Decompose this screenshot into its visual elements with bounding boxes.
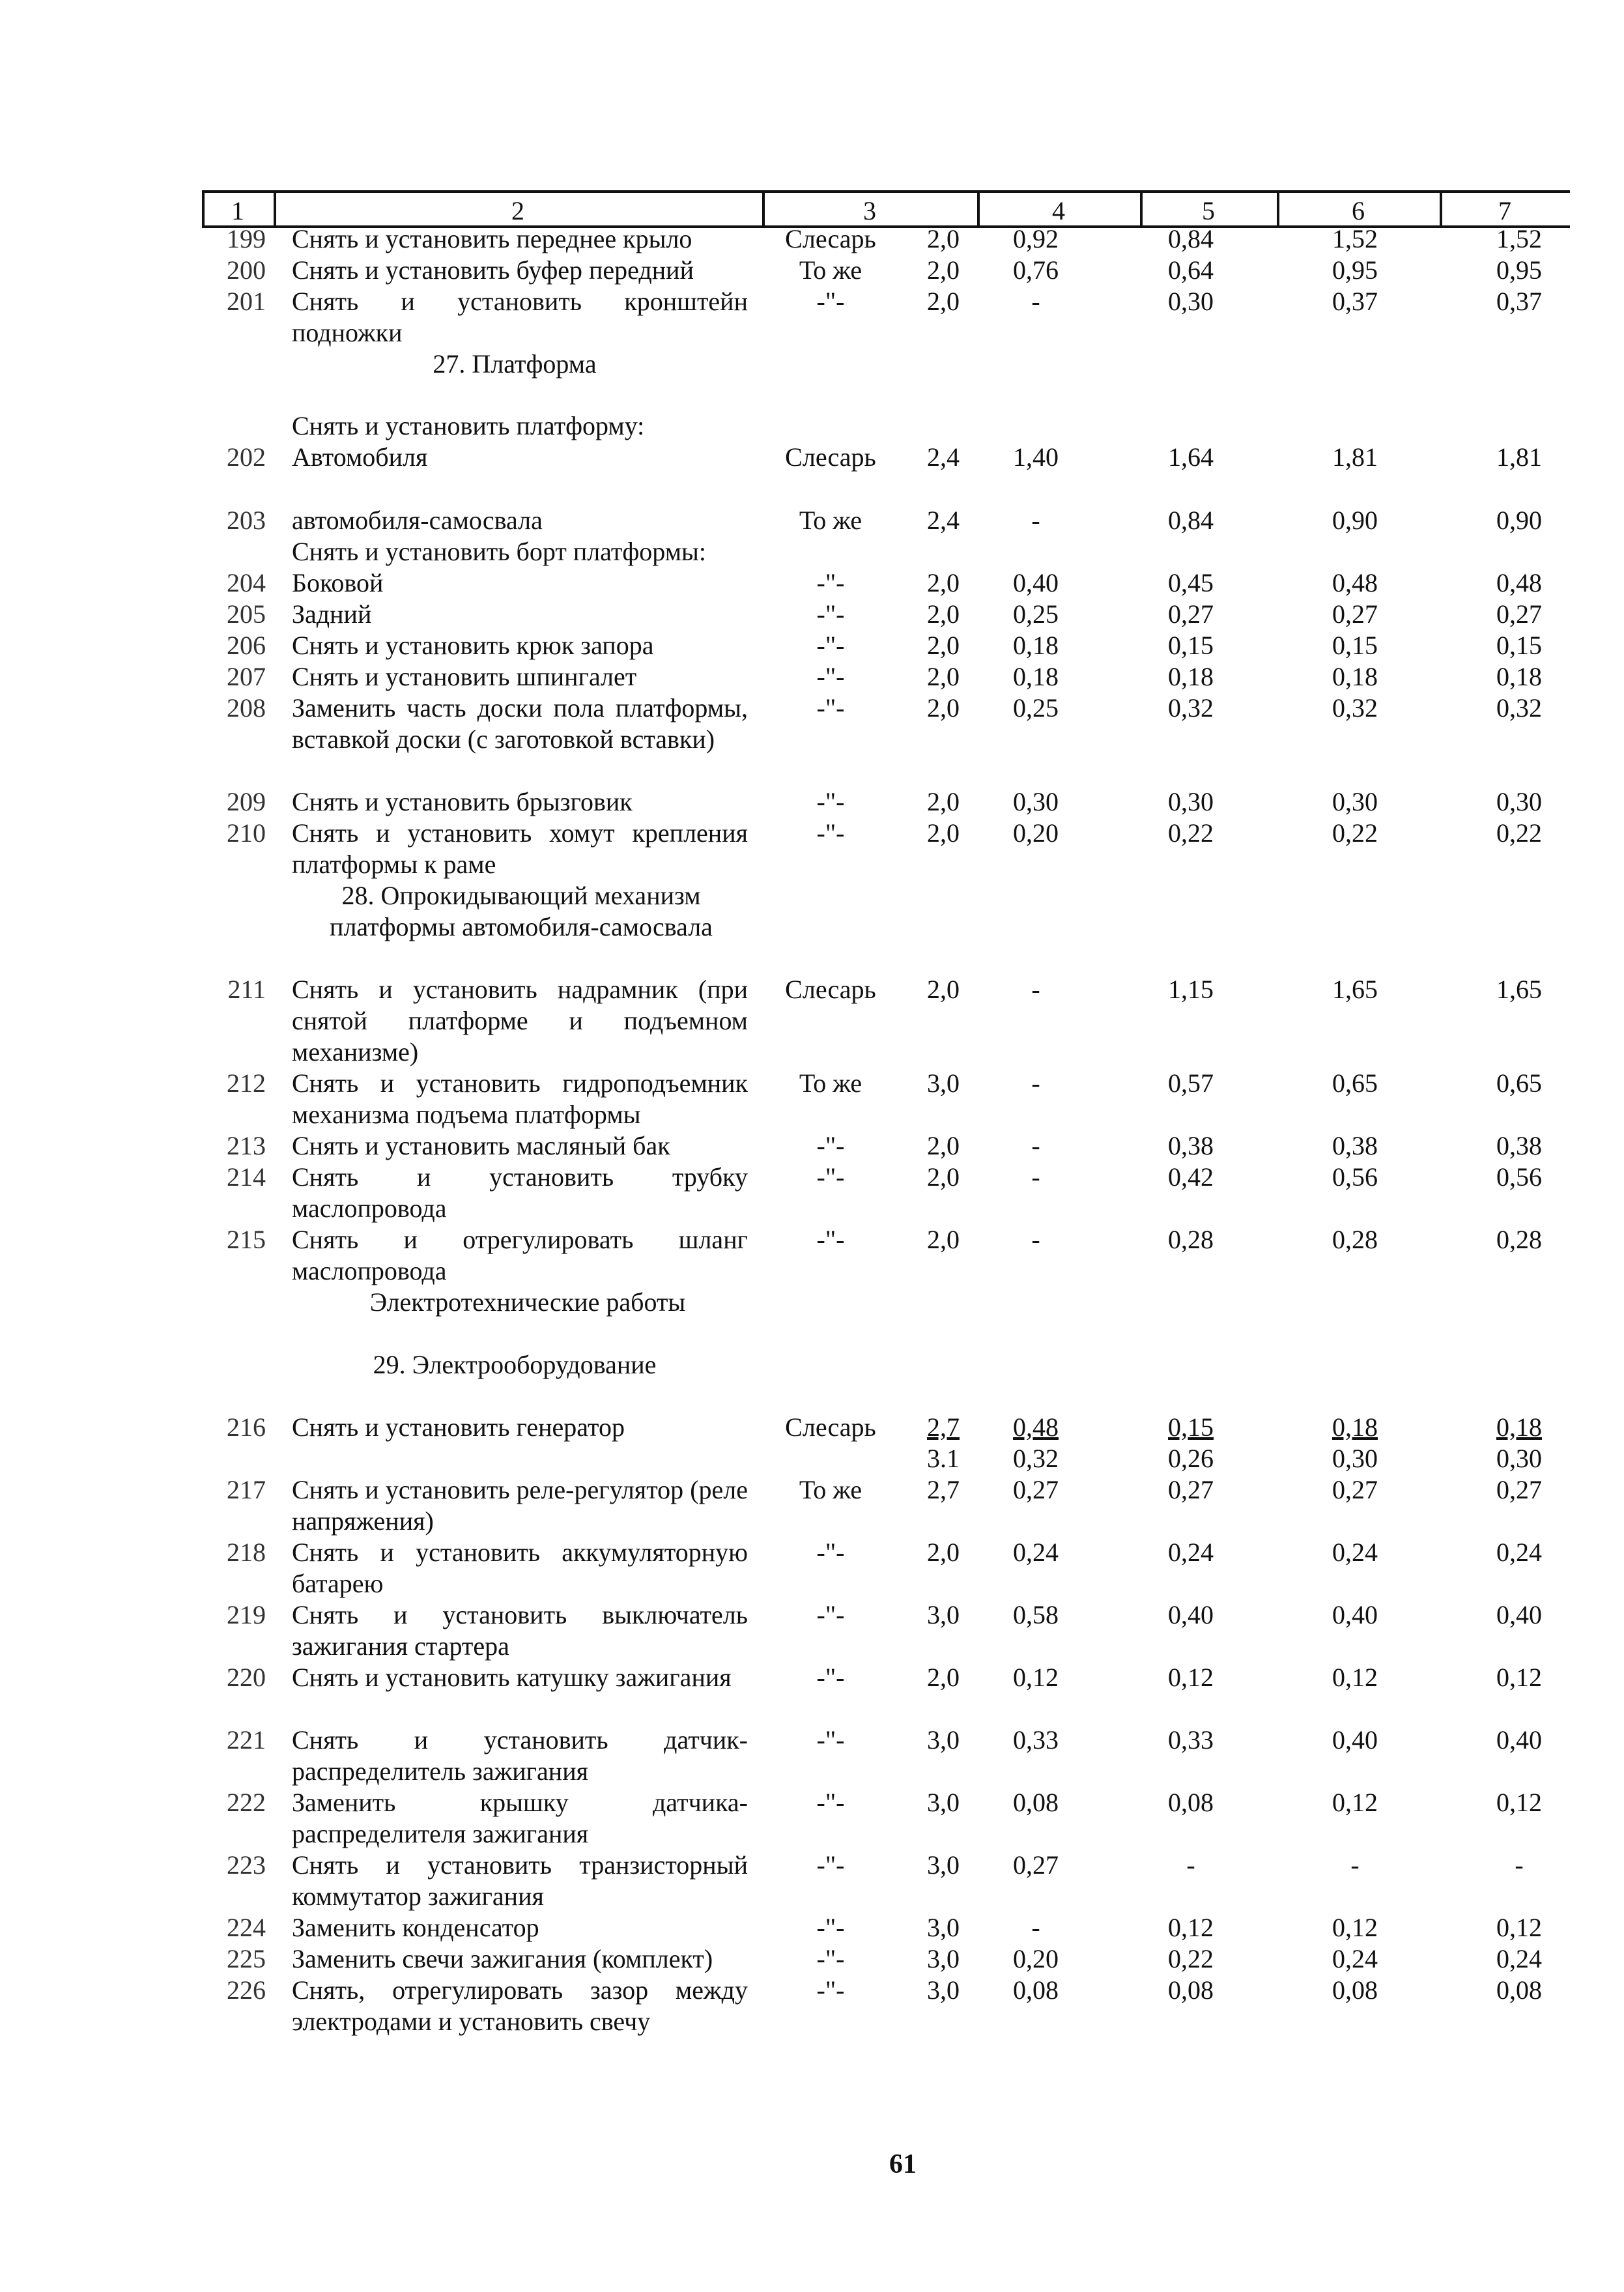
- col5-value: 0,40: [1168, 1600, 1214, 1629]
- page-number: 61: [889, 2149, 917, 2179]
- grade-value: 3,0: [927, 1788, 960, 1817]
- col6-value: 0,27: [1332, 1475, 1378, 1504]
- worker-type: -"-: [816, 1162, 845, 1192]
- col4-value: 0,33: [1013, 1725, 1059, 1755]
- col5-value: 0,30: [1168, 287, 1214, 316]
- col5-value: 0,08: [1168, 1975, 1214, 2005]
- worker-type: -"-: [816, 1131, 845, 1160]
- worker-type: -"-: [816, 1788, 845, 1817]
- work-description: Снять и установить датчик-распределитель зажигания: [292, 1725, 748, 1786]
- col4-value: 0,20: [1013, 818, 1059, 848]
- col6-value: 0,38: [1332, 1131, 1378, 1160]
- worker-type: Слесарь: [785, 1412, 876, 1442]
- col4-value: -: [1031, 1131, 1040, 1160]
- work-description: Снять и установить генератор: [292, 1412, 625, 1442]
- col6-value: 0,12: [1332, 1663, 1378, 1692]
- header-col-2: 2: [511, 196, 524, 225]
- col7-value: 0,38: [1496, 1131, 1542, 1160]
- worker-type: -"-: [816, 568, 845, 597]
- col7-value: 0,24: [1496, 1944, 1542, 1973]
- col5-value: 0,42: [1168, 1162, 1214, 1192]
- col5-value: 0,15: [1168, 631, 1214, 660]
- row-number: 199: [227, 224, 266, 253]
- col6-value: 0,15: [1332, 631, 1378, 660]
- work-description: Снять и установить кронштейн подножки: [292, 287, 748, 347]
- col4-value: 0,27: [1013, 1850, 1059, 1880]
- col5-value: 0,32: [1168, 693, 1214, 723]
- work-description: Снять и установить выключатель зажигания стартера: [292, 1600, 748, 1661]
- col7-value-alt: 0,30: [1496, 1444, 1542, 1473]
- work-description: Снять и установить переднее крыло: [292, 224, 692, 253]
- header-col-1: 1: [231, 196, 244, 225]
- col7-value: 0,18: [1496, 662, 1542, 691]
- col7-value: 0,95: [1496, 255, 1542, 285]
- row-number: 206: [227, 631, 266, 660]
- col5-value: 0,27: [1168, 1475, 1214, 1504]
- work-description: Заменить часть доски пола платформы, вставкой доски (с заготовкой вставки): [292, 693, 748, 754]
- col5-value: 0,57: [1168, 1068, 1214, 1098]
- row-number: 218: [227, 1538, 266, 1567]
- grade-value: 2,0: [927, 818, 960, 848]
- row-number: 210: [227, 818, 266, 848]
- row-number: 212: [227, 1068, 266, 1098]
- col4-value: 0,48: [1013, 1412, 1059, 1442]
- section-title-27: 27. Платформа: [433, 349, 597, 379]
- worker-type: Слесарь: [785, 975, 876, 1004]
- col5-value: 0,64: [1168, 255, 1214, 285]
- col7-value: 0,90: [1496, 506, 1542, 535]
- grade-value: 2,4: [927, 506, 960, 535]
- col5-value: 0,08: [1168, 1788, 1214, 1817]
- work-description: Снять и установить надрамник (при снятой платформе и подъемном механизме): [292, 975, 748, 1067]
- grade-value: 2,0: [927, 975, 960, 1004]
- col5-value: 0,24: [1168, 1538, 1214, 1567]
- worker-type: -"-: [816, 599, 845, 629]
- subsection-title: Снять и установить борт платформы:: [292, 537, 706, 566]
- worker-type: -"-: [816, 1225, 845, 1254]
- work-description: автомобиля-самосвала: [292, 506, 543, 535]
- col6-value: 0,12: [1332, 1788, 1378, 1817]
- col4-value: 0,40: [1013, 568, 1059, 597]
- col4-value: 0,25: [1013, 693, 1059, 723]
- col4-value-alt: 0,32: [1013, 1444, 1059, 1473]
- grade-value: 2,0: [927, 1131, 960, 1160]
- col5-value: 0,27: [1168, 599, 1214, 629]
- row-number: 223: [227, 1850, 266, 1880]
- grade-value: 3,0: [927, 1913, 960, 1942]
- col5-value-alt: 0,26: [1168, 1444, 1214, 1473]
- worker-type: -"-: [816, 693, 845, 723]
- row-number: 207: [227, 662, 266, 691]
- worker-type: То же: [799, 1068, 862, 1098]
- col5-value: 0,18: [1168, 662, 1214, 691]
- col4-value: 0,08: [1013, 1975, 1059, 2005]
- grade-value: 2,0: [927, 1663, 960, 1692]
- worker-type: -"-: [816, 1600, 845, 1629]
- table-header: [202, 190, 1570, 228]
- col6-value: -: [1350, 1850, 1360, 1880]
- col4-value: -: [1031, 287, 1040, 316]
- work-description: Снять и установить буфер передний: [292, 255, 694, 285]
- work-description: Заменить конденсатор: [292, 1913, 539, 1942]
- col5-value: 1,64: [1168, 442, 1214, 472]
- worker-type: -"-: [816, 1725, 845, 1755]
- col6-value: 0,90: [1332, 506, 1378, 535]
- row-number: 225: [227, 1944, 266, 1973]
- grade-value: 3,0: [927, 1944, 960, 1973]
- col4-value: 0,18: [1013, 631, 1059, 660]
- row-number: 208: [227, 693, 266, 723]
- work-description: Автомобиля: [292, 442, 428, 472]
- grade-value: 2,0: [927, 287, 960, 316]
- col7-value: 0,32: [1496, 693, 1542, 723]
- work-description: Снять и установить шпингалет: [292, 662, 637, 691]
- worker-type: -"-: [816, 662, 845, 691]
- worker-type: То же: [799, 1475, 862, 1504]
- row-number: 221: [227, 1725, 266, 1755]
- col5-value: 0,12: [1168, 1913, 1214, 1942]
- col4-value: 0,30: [1013, 787, 1059, 816]
- work-description: Боковой: [292, 568, 384, 597]
- col7-value: 0,30: [1496, 787, 1542, 816]
- row-number: 215: [227, 1225, 266, 1254]
- col4-value: 0,27: [1013, 1475, 1059, 1504]
- worker-type: -"-: [816, 818, 845, 848]
- col7-value: 0,27: [1496, 599, 1542, 629]
- grade-value: 2,0: [927, 787, 960, 816]
- section-title-28: 28. Опрокидывающий механизм: [341, 881, 701, 910]
- col7-value: 0,65: [1496, 1068, 1542, 1098]
- grade-value: 2,0: [927, 631, 960, 660]
- col6-value: 0,24: [1332, 1944, 1378, 1973]
- col4-value: 0,25: [1013, 599, 1059, 629]
- row-number: 200: [227, 255, 266, 285]
- work-description: Снять и установить масляный бак: [292, 1131, 670, 1160]
- col6-value: 0,65: [1332, 1068, 1378, 1098]
- col4-value: 0,92: [1013, 224, 1059, 253]
- col4-value: 1,40: [1013, 442, 1059, 472]
- col7-value: 0,12: [1496, 1913, 1542, 1942]
- grade-value: 3,0: [927, 1975, 960, 2005]
- grade-value: 2,4: [927, 442, 960, 472]
- row-number: 214: [227, 1162, 266, 1192]
- col5-value: 0,45: [1168, 568, 1214, 597]
- col7-value: -: [1515, 1850, 1524, 1880]
- col6-value: 0,27: [1332, 599, 1378, 629]
- col5-value: 0,84: [1168, 224, 1214, 253]
- row-number: 216: [227, 1412, 266, 1442]
- col6-value: 0,30: [1332, 787, 1378, 816]
- grade-value: 2,7: [927, 1412, 960, 1442]
- col4-value: 0,24: [1013, 1538, 1059, 1567]
- col7-value: 0,37: [1496, 287, 1542, 316]
- grade-value: 2,0: [927, 1225, 960, 1254]
- row-number: 203: [227, 506, 266, 535]
- col5-value: 0,38: [1168, 1131, 1214, 1160]
- col5-value: 0,22: [1168, 1944, 1214, 1973]
- work-description: Задний: [292, 599, 372, 629]
- work-description: Снять, отрегулировать зазор между электродами и установить свечу: [292, 1975, 748, 2036]
- grade-value-alt: 3.1: [927, 1444, 960, 1473]
- col7-value: 1,81: [1496, 442, 1542, 472]
- col6-value: 0,37: [1332, 287, 1378, 316]
- row-number: 202: [227, 442, 266, 472]
- col5-value: 0,22: [1168, 818, 1214, 848]
- grade-value: 2,0: [927, 255, 960, 285]
- subsection-title: Снять и установить платформу:: [292, 411, 645, 440]
- section-title-28-line2: платформы автомобиля-самосвала: [330, 912, 713, 941]
- section-heading-electro: Электротехнические работы: [369, 1287, 686, 1317]
- col6-value: 0,32: [1332, 693, 1378, 723]
- section-title-29: 29. Электрооборудование: [373, 1350, 657, 1379]
- grade-value: 3,0: [927, 1068, 960, 1098]
- col7-value: 0,12: [1496, 1788, 1542, 1817]
- header-col-7: 7: [1498, 196, 1511, 225]
- row-number: 209: [227, 787, 266, 816]
- col4-value: 0,12: [1013, 1663, 1059, 1692]
- col7-value: 0,28: [1496, 1225, 1542, 1254]
- worker-type: -"-: [816, 631, 845, 660]
- col7-value: 1,65: [1496, 975, 1542, 1004]
- worker-type: То же: [799, 255, 862, 285]
- work-description: Снять и установить хомут крепления платформы к раме: [292, 818, 748, 879]
- col6-value: 0,12: [1332, 1913, 1378, 1942]
- col5-value: 0,12: [1168, 1663, 1214, 1692]
- header-col-6: 6: [1352, 196, 1365, 225]
- col7-value: 0,18: [1496, 1412, 1542, 1442]
- grade-value: 2,0: [927, 224, 960, 253]
- worker-type: -"-: [816, 1913, 845, 1942]
- col7-value: 0,48: [1496, 568, 1542, 597]
- col6-value: 0,18: [1332, 662, 1378, 691]
- row-number: 211: [227, 975, 266, 1004]
- row-number: 213: [227, 1131, 266, 1160]
- col4-value: 0,76: [1013, 255, 1059, 285]
- grade-value: 2,0: [927, 1162, 960, 1192]
- col6-value: 1,65: [1332, 975, 1378, 1004]
- row-number: 201: [227, 287, 266, 316]
- col7-value: 0,56: [1496, 1162, 1542, 1192]
- col4-value: -: [1031, 1162, 1040, 1192]
- col4-value: 0,08: [1013, 1788, 1059, 1817]
- col6-value-alt: 0,30: [1332, 1444, 1378, 1473]
- col5-value: 0,15: [1168, 1412, 1214, 1442]
- worker-type: -"-: [816, 1850, 845, 1880]
- col4-value: 0,20: [1013, 1944, 1059, 1973]
- row-number: 220: [227, 1663, 266, 1692]
- col5-value: -: [1186, 1850, 1195, 1880]
- worker-type: Слесарь: [785, 442, 876, 472]
- worker-type: То же: [799, 506, 862, 535]
- work-description: Снять и установить транзисторный коммутатор зажигания: [292, 1850, 748, 1911]
- col6-value: 0,22: [1332, 818, 1378, 848]
- col7-value: 0,40: [1496, 1725, 1542, 1755]
- worker-type: -"-: [816, 1944, 845, 1973]
- header-col-4: 4: [1052, 196, 1065, 225]
- work-description: Снять и установить аккумуляторную батарею: [292, 1538, 748, 1598]
- row-number: 204: [227, 568, 266, 597]
- header-col-3: 3: [863, 196, 876, 225]
- col5-value: 0,33: [1168, 1725, 1214, 1755]
- col6-value: 0,28: [1332, 1225, 1378, 1254]
- col6-value: 1,52: [1332, 224, 1378, 253]
- col6-value: 1,81: [1332, 442, 1378, 472]
- work-description: Заменить крышку датчика-распределителя зажигания: [292, 1788, 748, 1848]
- col7-value: 0,08: [1496, 1975, 1542, 2005]
- col6-value: 0,40: [1332, 1600, 1378, 1629]
- row-number: 222: [227, 1788, 266, 1817]
- worker-type: -"-: [816, 1538, 845, 1567]
- col7-value: 0,22: [1496, 818, 1542, 848]
- grade-value: 3,0: [927, 1600, 960, 1629]
- worker-type: -"-: [816, 787, 845, 816]
- col7-value: 1,52: [1496, 224, 1542, 253]
- work-description: Снять и установить катушку зажигания: [292, 1663, 732, 1692]
- grade-value: 2,0: [927, 1538, 960, 1567]
- grade-value: 2,0: [927, 568, 960, 597]
- col4-value: 0,18: [1013, 662, 1059, 691]
- col5-value: 0,84: [1168, 506, 1214, 535]
- work-description: Снять и установить брызговик: [292, 787, 633, 816]
- worker-type: -"-: [816, 1975, 845, 2005]
- header-col-5: 5: [1202, 196, 1215, 225]
- row-number: 219: [227, 1600, 266, 1629]
- grade-value: 3,0: [927, 1725, 960, 1755]
- work-description: Снять и отрегулировать шланг маслопровода: [292, 1225, 748, 1285]
- col7-value: 0,24: [1496, 1538, 1542, 1567]
- row-number: 226: [227, 1975, 266, 2005]
- work-description: Снять и установить трубку маслопровода: [292, 1162, 748, 1223]
- col6-value: 0,56: [1332, 1162, 1378, 1192]
- grade-value: 2,7: [927, 1475, 960, 1504]
- row-number: 205: [227, 599, 266, 629]
- col5-value: 0,30: [1168, 787, 1214, 816]
- col4-value: -: [1031, 1068, 1040, 1098]
- row-number: 217: [227, 1475, 266, 1504]
- work-description: Снять и установить гидроподъемник механизма подъема платформы: [292, 1068, 748, 1129]
- col6-value: 0,18: [1332, 1412, 1378, 1442]
- col7-value: 0,40: [1496, 1600, 1542, 1629]
- grade-value: 2,0: [927, 693, 960, 723]
- col6-value: 0,40: [1332, 1725, 1378, 1755]
- col5-value: 1,15: [1168, 975, 1214, 1004]
- col6-value: 0,95: [1332, 255, 1378, 285]
- col4-value: -: [1031, 1913, 1040, 1942]
- col4-value: -: [1031, 975, 1040, 1004]
- col4-value: 0,58: [1013, 1600, 1059, 1629]
- work-description: Снять и установить крюк запора: [292, 631, 654, 660]
- worker-type: -"-: [816, 1663, 845, 1692]
- worker-type: -"-: [816, 287, 845, 316]
- col4-value: -: [1031, 506, 1040, 535]
- col6-value: 0,08: [1332, 1975, 1378, 2005]
- grade-value: 2,0: [927, 599, 960, 629]
- col6-value: 0,24: [1332, 1538, 1378, 1567]
- col5-value: 0,28: [1168, 1225, 1214, 1254]
- col6-value: 0,48: [1332, 568, 1378, 597]
- col7-value: 0,27: [1496, 1475, 1542, 1504]
- worker-type: Слесарь: [785, 224, 876, 253]
- col4-value: -: [1031, 1225, 1040, 1254]
- work-description: Заменить свечи зажигания (комплект): [292, 1944, 713, 1973]
- grade-value: 3,0: [927, 1850, 960, 1880]
- col7-value: 0,15: [1496, 631, 1542, 660]
- row-number: 224: [227, 1913, 266, 1942]
- col7-value: 0,12: [1496, 1663, 1542, 1692]
- work-description: Снять и установить реле-регулятор (реле напряжения): [292, 1475, 748, 1536]
- grade-value: 2,0: [927, 662, 960, 691]
